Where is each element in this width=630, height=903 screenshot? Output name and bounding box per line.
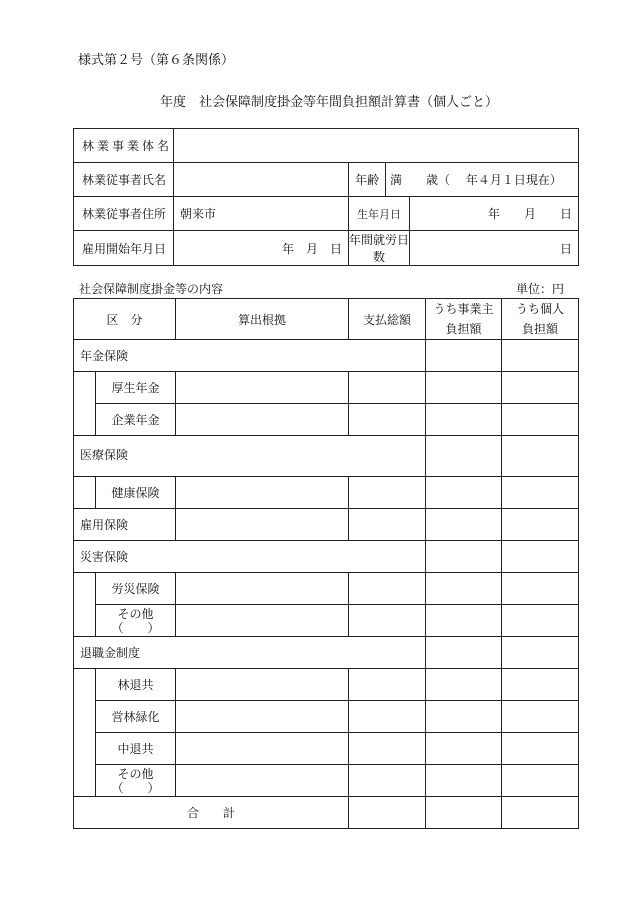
cell[interactable] [426, 765, 502, 797]
category-disaster: 災害保険 [74, 541, 426, 573]
address-field[interactable]: 朝来市 [174, 197, 349, 231]
business-name-label: 林業事業体名 [74, 129, 174, 163]
total-cell[interactable] [502, 797, 579, 829]
cell[interactable] [502, 541, 579, 573]
employment-start-field[interactable]: 年 月 日 [174, 231, 349, 266]
cell[interactable] [426, 477, 502, 509]
cell[interactable] [349, 509, 426, 541]
other-label: その他 [117, 606, 154, 621]
header-individual-line1: うち個人 [516, 302, 565, 316]
cell[interactable] [502, 573, 579, 605]
cell[interactable] [502, 765, 579, 797]
cell[interactable] [349, 605, 426, 637]
cell[interactable] [176, 404, 349, 436]
worker-name-label: 林業従事者氏名 [74, 163, 174, 197]
section-caption: 社会保障制度掛金等の内容 [79, 282, 224, 296]
cell[interactable] [502, 637, 579, 669]
row-forest-greening: 営林緑化 [96, 701, 176, 733]
cell[interactable] [426, 733, 502, 765]
cell[interactable] [176, 733, 349, 765]
cell[interactable] [176, 701, 349, 733]
worker-name-field[interactable] [174, 163, 349, 197]
form-number: 様式第２号（第６条関係） [78, 53, 235, 68]
row-employee-pension: 厚生年金 [96, 372, 176, 404]
other-label: その他 [117, 766, 154, 781]
cell[interactable] [176, 765, 349, 797]
cell[interactable] [426, 669, 502, 701]
cell[interactable] [426, 573, 502, 605]
birthdate-field[interactable]: 年 月 日 [410, 197, 579, 231]
cell[interactable] [426, 541, 502, 573]
annual-days-field[interactable]: 日 [410, 231, 579, 266]
cell[interactable] [502, 340, 579, 372]
cell[interactable] [176, 372, 349, 404]
cell[interactable] [426, 509, 502, 541]
cell[interactable] [426, 605, 502, 637]
business-name-field[interactable] [174, 129, 579, 163]
cell[interactable] [502, 436, 579, 477]
row-workers-comp: 労災保険 [96, 573, 176, 605]
cell[interactable] [349, 669, 426, 701]
cell[interactable] [502, 404, 579, 436]
cell[interactable] [349, 404, 426, 436]
total-cell[interactable] [426, 797, 502, 829]
total-cell[interactable] [349, 797, 426, 829]
worker-info-table [73, 128, 579, 266]
cell[interactable] [349, 765, 426, 797]
cell[interactable] [349, 372, 426, 404]
row-health-insurance: 健康保険 [96, 477, 176, 509]
category-medical: 医療保険 [74, 436, 426, 477]
cell[interactable] [349, 573, 426, 605]
cell[interactable] [349, 701, 426, 733]
cell[interactable] [176, 573, 349, 605]
category-retirement: 退職金制度 [74, 637, 426, 669]
cell[interactable] [502, 605, 579, 637]
cell[interactable] [502, 372, 579, 404]
other-parentheses: （ ） [111, 620, 160, 635]
header-category: 区 分 [74, 299, 176, 340]
cell[interactable] [502, 509, 579, 541]
cell[interactable] [176, 509, 349, 541]
cell[interactable] [502, 669, 579, 701]
address-label: 林業従事者住所 [74, 197, 174, 231]
annual-days-label: 年間就労日数 [349, 231, 410, 266]
header-total-paid: 支払総額 [349, 299, 426, 340]
indent-spacer [74, 573, 96, 637]
age-label: 年齢 [349, 163, 386, 197]
employment-start-label: 雇用開始年月日 [74, 231, 174, 266]
cell[interactable] [502, 701, 579, 733]
header-employer-share [426, 299, 502, 340]
header-individual-share [502, 299, 579, 340]
page-title: 年度 社会保障制度掛金等年間負担額計算書（個人ごと） [160, 95, 499, 110]
birthdate-label: 生年月日 [349, 197, 410, 231]
row-chutaikyo: 中退共 [96, 733, 176, 765]
indent-spacer [74, 477, 96, 509]
cell[interactable] [502, 733, 579, 765]
row-disaster-other [96, 605, 176, 637]
row-corporate-pension: 企業年金 [96, 404, 176, 436]
header-employer-line2: 負担額 [445, 322, 482, 336]
cell[interactable] [426, 340, 502, 372]
cell[interactable] [176, 477, 349, 509]
row-retirement-other [96, 765, 176, 797]
cell[interactable] [349, 733, 426, 765]
indent-spacer [74, 669, 96, 797]
header-employer-line1: うち事業主 [433, 302, 494, 316]
category-employment-insurance: 雇用保険 [74, 509, 176, 541]
cell[interactable] [426, 701, 502, 733]
unit-label: 単位：円 [516, 282, 565, 296]
cell[interactable] [426, 436, 502, 477]
other-parentheses: （ ） [111, 780, 160, 795]
cell[interactable] [502, 477, 579, 509]
category-pension: 年金保険 [74, 340, 426, 372]
cell[interactable] [426, 637, 502, 669]
cell[interactable] [176, 669, 349, 701]
header-individual-line2: 負担額 [522, 322, 559, 336]
row-rintaikyo: 林退共 [96, 669, 176, 701]
cell[interactable] [426, 404, 502, 436]
contribution-table [73, 298, 579, 829]
cell[interactable] [426, 372, 502, 404]
header-basis: 算出根拠 [176, 299, 349, 340]
cell[interactable] [176, 605, 349, 637]
cell[interactable] [349, 477, 426, 509]
total-label: 合 計 [74, 797, 349, 829]
indent-spacer [74, 372, 96, 436]
age-field[interactable]: 満 歳（ 年４月１日現在） [386, 163, 579, 197]
